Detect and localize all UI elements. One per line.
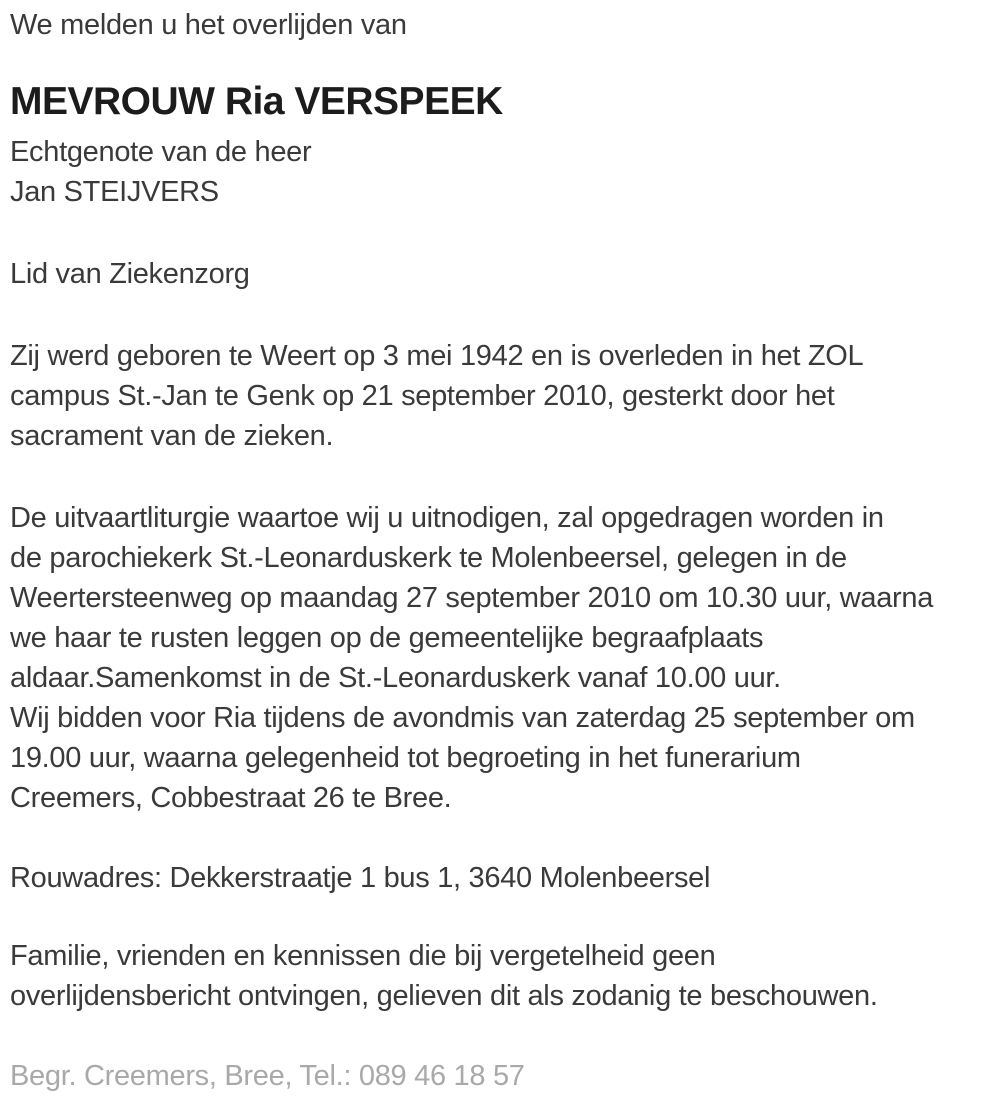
text-line: Weertersteenweg op maandag 27 september 2010 om 10.30 uur, waarna [10,582,934,614]
text-line: we haar te rusten leggen op de gemeentelijke begraafplaats [10,622,764,654]
text-line: de parochiekerk St.-Leonarduskerk te Molenbeersel, gelegen in de [10,542,847,574]
relation-line: Echtgenote van de heer [10,136,312,168]
relation-line: Jan STEIJVERS [10,176,219,208]
text-line: De uitvaartliturgie waartoe wij u uitnodigen, zal opgedragen worden in [10,502,884,534]
text-line: sacrament van de zieken. [10,420,334,452]
mourning-address: Rouwadres: Dekkerstraatje 1 bus 1, 3640 Molenbeersel [10,862,711,894]
text-line: 19.00 uur, waarna gelegenheid tot begroeting in het funerarium [10,742,801,774]
relation-paragraph [10,132,1000,212]
membership-line: Lid van Ziekenzorg [10,258,250,290]
text-line: overlijdensbericht ontvingen, gelieven dit als zodanig te beschouwen. [10,980,878,1012]
text-line: campus St.-Jan te Genk op 21 september 2010, gesterkt door het [10,380,835,412]
birth-death-paragraph [10,336,1000,456]
text-line: Wij bidden voor Ria tijdens de avondmis van zaterdag 25 september om [10,702,915,734]
text-line: Zij werd geboren te Weert op 3 mei 1942 en is overleden in het ZOL [10,340,864,372]
service-paragraph [10,498,1000,818]
funeral-home-footer: Begr. Creemers, Bree, Tel.: 089 46 18 57 [10,1060,525,1092]
text-line: Familie, vrienden en kennissen die bij vergetelheid geen [10,940,716,972]
deceased-name: MEVROUW Ria VERSPEEK [10,80,503,123]
text-line: aldaar.Samenkomst in de St.-Leonarduskerk vanaf 10.00 uur. [10,662,781,694]
intro-text: We melden u het overlijden van [10,9,407,41]
disclaimer-paragraph [10,936,1000,1016]
text-line: Creemers, Cobbestraat 26 te Bree. [10,782,452,814]
